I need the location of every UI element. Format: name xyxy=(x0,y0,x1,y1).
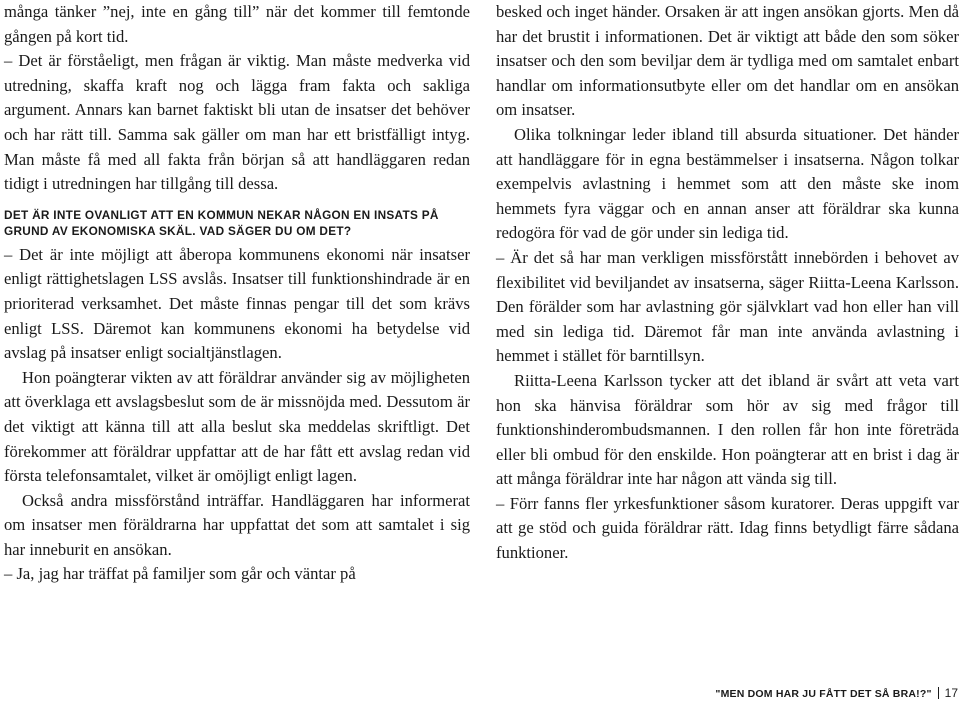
right-column xyxy=(496,0,959,566)
paragraph: Riitta-Leena Karlsson tycker att det ibland är svårt att veta vart hon ska hänvisa föräldrar som hör av sig med frågor till funktionshinderombudsmannen. I den rollen får hon inte företräda eller bli ombud för den enskilde. Hon poängterar att en brist i dag är att många föräldrar inte har någon att vända sig till. xyxy=(496,370,959,489)
footer-divider xyxy=(938,687,939,699)
left-column xyxy=(4,0,470,587)
page-footer xyxy=(715,686,959,700)
running-title: "MEN DOM HAR JU FÅTT DET SÅ BRA!?" xyxy=(715,688,932,700)
paragraph: – Ja, jag har träffat på familjer som går och väntar på xyxy=(4,564,356,584)
paragraph: – Det är inte möjligt att åberopa kommunens ekonomi när insatser enligt rättighetslagen LSS avslås. Insatser till funktionshindrade är en prioriterad verksamhet. Det måste finnas pengar till det som krävs enligt LSS. Däremot kan kommunens ekonomi ha betydelse vid avslag på insatser enligt socialtjänstlagen. xyxy=(4,244,470,363)
paragraph: Hon poängterar vikten av att föräldrar använder sig av möjligheten att överklaga ett avslagsbeslut som de är missnöjda med. Dessutom är det viktigt att känna till att alla beslut ska meddelas skriftligt. Det förekommer att föräldrar uppfattar att de har fått ett avslag redan vid första telefonsamtalet, vilket är omöjligt enligt lagen. xyxy=(4,367,470,486)
interview-question-heading: DET ÄR INTE OVANLIGT ATT EN KOMMUN NEKAR NÅGON EN INSATS PÅ GRUND AV EKONOMISKA SKÄL. VAD SÄGER DU OM DET? xyxy=(4,207,439,238)
page-number: 17 xyxy=(944,686,958,700)
paragraph: många tänker ”nej, inte en gång till” när det kommer till femtonde gången på kort tid. xyxy=(4,2,470,46)
paragraph: besked och inget händer. Orsaken är att ingen ansökan gjorts. Men då har det brustit i informationen. Det är viktigt att både den som söker insatser och den som beviljar dem är tydliga med om samtalet enbart handlar om informationsutbyte eller om det handlar om en ansökan om insatser. xyxy=(496,2,959,120)
paragraph: Olika tolkningar leder ibland till absurda situationer. Det händer att handläggare för in egna bestämmelser i insatserna. Någon tolkar exempelvis avlastning i hemmet som att den måste ske inom hemmets fyra väggar och en annan anser att föräldrar ska kunna redogöra för vad de gör under sin lediga tid. xyxy=(496,124,959,243)
paragraph: – Det är förståeligt, men frågan är viktig. Man måste medverka vid utredning, skaffa kraft nog och lägga fram fakta och sakliga argument. Annars kan barnet faktiskt bli utan de insatser det behöver och har rätt till. Samma sak gäller om man har ett bristfälligt intyg. Man måste få med all fakta från början så att handläggaren redan tidigt i utredningen har tillgång till dessa. xyxy=(4,51,470,194)
paragraph: – Är det så har man verkligen missförstått innebörden i behovet av flexibilitet vid beviljandet av insatserna, säger Riitta-Leena Karlsson. Den förälder som har avlastning gör självklart vad hon eller han vill med sin lediga tid. Däremot får man inte använda avlastning i hemmet i stället för barntillsyn. xyxy=(496,247,959,366)
paragraph: – Förr fanns fler yrkesfunktioner såsom kuratorer. Deras uppgift var att ge stöd och guida föräldrar rätt. Idag finns betydligt färre sådana funktioner. xyxy=(496,493,959,563)
paragraph: Också andra missförstånd inträffar. Handläggaren har informerat om insatser men föräldrarna har uppfattat det som att samtalet i sig har inneburit en ansökan. xyxy=(4,490,470,559)
